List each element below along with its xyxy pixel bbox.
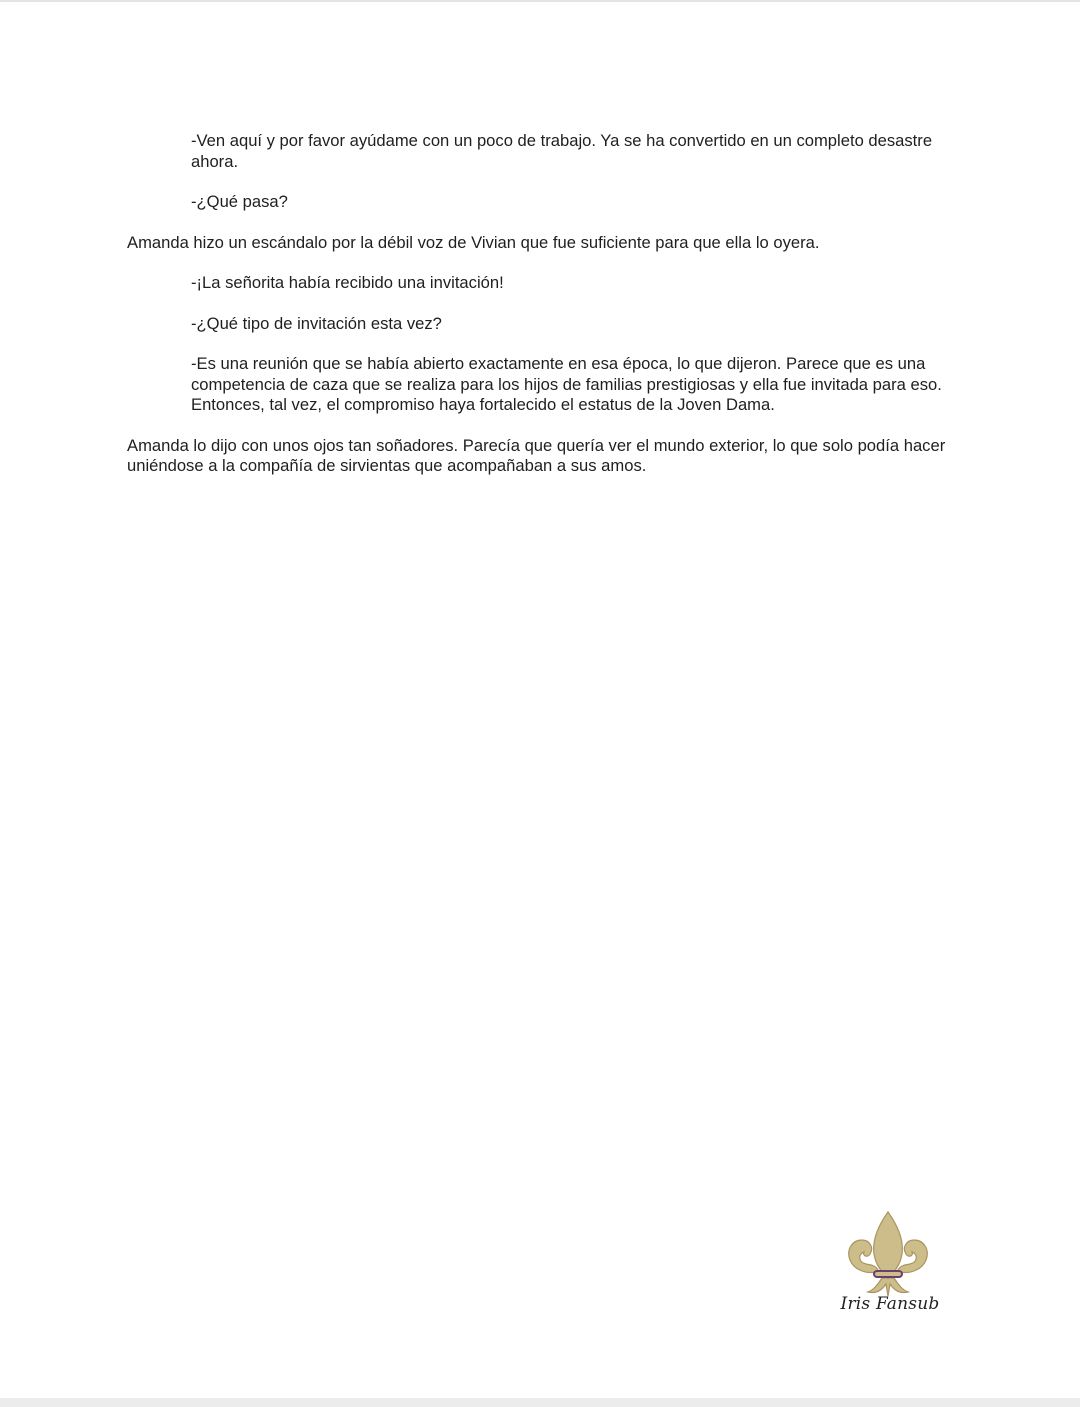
document-body [127,131,957,497]
paragraph-6: -Es una reunión que se había abierto exactamente en esa época, lo que dijeron. Parece que es una competencia de caza que se realiza para los hijos de familias prestigiosas y ella fue invitada para eso. Entonces, tal vez, el compromiso haya fortalecido el estatus de la Joven Dama. [191,354,942,414]
document-page [0,2,1080,1398]
paragraph-2: -¿Qué pasa? [191,192,288,211]
watermark-text: Iris Fansub [840,1294,940,1314]
paragraph-5: -¿Qué tipo de invitación esta vez? [191,313,442,333]
paragraph-3: Amanda hizo un escándalo por la débil voz de Vivian que fue suficiente para que ella lo oyera. [127,232,820,252]
watermark-logo [838,1208,948,1323]
paragraph-1: -Ven aquí y por favor ayúdame con un poco de trabajo. Ya se ha convertido en un completo desastre ahora. [191,131,933,171]
paragraph-4: -¡La señorita había recibido una invitación! [191,273,504,292]
paragraph-7: Amanda lo dijo con unos ojos tan soñadores. Parecía que quería ver el mundo exterior, lo que solo podía hacer uniéndose a la compañía de sirvientas que acompañaban a sus amos. [127,435,946,475]
fleur-de-lis-icon [838,1208,942,1298]
